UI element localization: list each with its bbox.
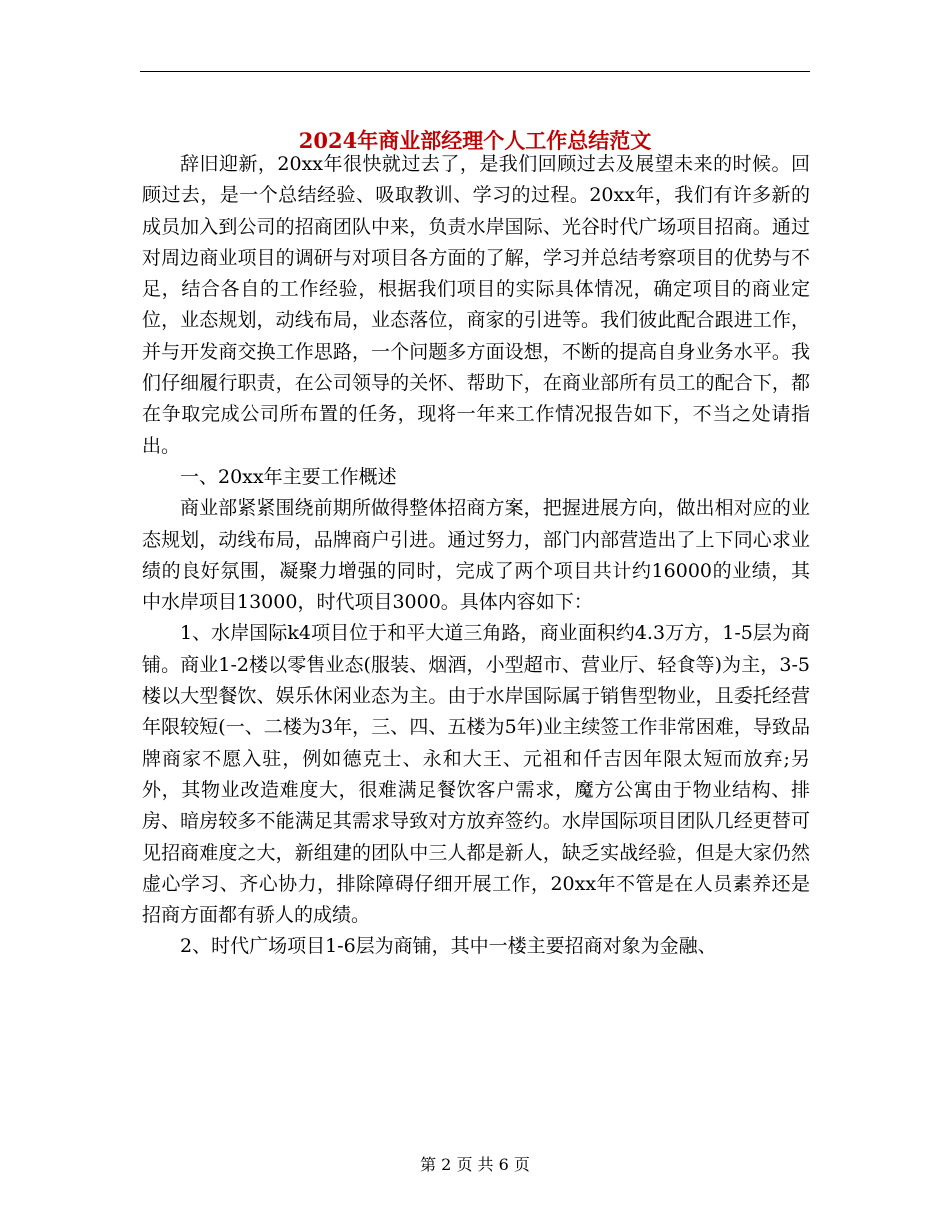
- document-body: [142, 149, 810, 963]
- page-number: 第 2 页 共 6 页: [420, 1155, 530, 1174]
- document-title: 2024年商业部经理个人工作总结范文: [298, 128, 652, 154]
- paragraph-item-1: 1、水岸国际k4项目位于和平大道三角路，商业面积约4.3万方，1-5层为商铺。商业1-2楼以零售业态(服装、烟酒，小型超市、营业厅、轻食等)为主，3-5楼以大型餐饮、娱乐休闲业态为主。由于水岸国际属于销售型物业，且委托经营年限较短(一、二楼为3年，三、四、五楼为5年)业主续签工作非常困难，导致品牌商家不愿入驻，例如德克士、永和大王、元祖和仟吉因年限太短而放弃;另外，其物业改造难度大，很难满足餐饮客户需求，魔方公寓由于物业结构、排房、暗房较多不能满足其需求导致对方放弃签约。水岸国际项目团队几经更替可见招商难度之大，新组建的团队中三人都是新人，缺乏实战经验，但是大家仍然虚心学习、齐心协力，排除障碍仔细开展工作，20xx年不管是在人员素养还是招商方面都有骄人的成绩。: [142, 622, 810, 927]
- section-heading: 一、20xx年主要工作概述: [180, 465, 397, 488]
- header-rule: [140, 71, 810, 72]
- paragraph-intro: 辞旧迎新，20xx年很快就过去了，是我们回顾过去及展望未来的时候。回顾过去，是一个总结经验、吸取教训、学习的过程。20xx年，我们有许多新的成员加入到公司的招商团队中来，负责水岸国际、光谷时代广场项目招商。通过对周边商业项目的调研与对项目各方面的了解，学习并总结考察项目的优势与不足，结合各自的工作经验，根据我们项目的实际具体情况，确定项目的商业定位，业态规划，动线布局，业态落位，商家的引进等。我们彼此配合跟进工作，并与开发商交换工作思路，一个问题多方面设想，不断的提高自身业务水平。我们仔细履行职责，在公司领导的关怀、帮助下，在商业部所有员工的配合下，都在争取完成公司所布置的任务，现将一年来工作情况报告如下，不当之处请指出。: [142, 153, 810, 457]
- paragraph-item-2: 2、时代广场项目1-6层为商铺，其中一楼主要招商对象为金融、: [180, 935, 717, 958]
- paragraph-overview: 商业部紧紧围绕前期所做得整体招商方案，把握进展方向，做出相对应的业态规划，动线布局，品牌商户引进。通过努力，部门内部营造出了上下同心求业绩的良好氛围，凝聚力增强的同时，完成了两个项目共计约16000的业绩，其中水岸项目13000，时代项目3000。具体内容如下：: [142, 497, 810, 614]
